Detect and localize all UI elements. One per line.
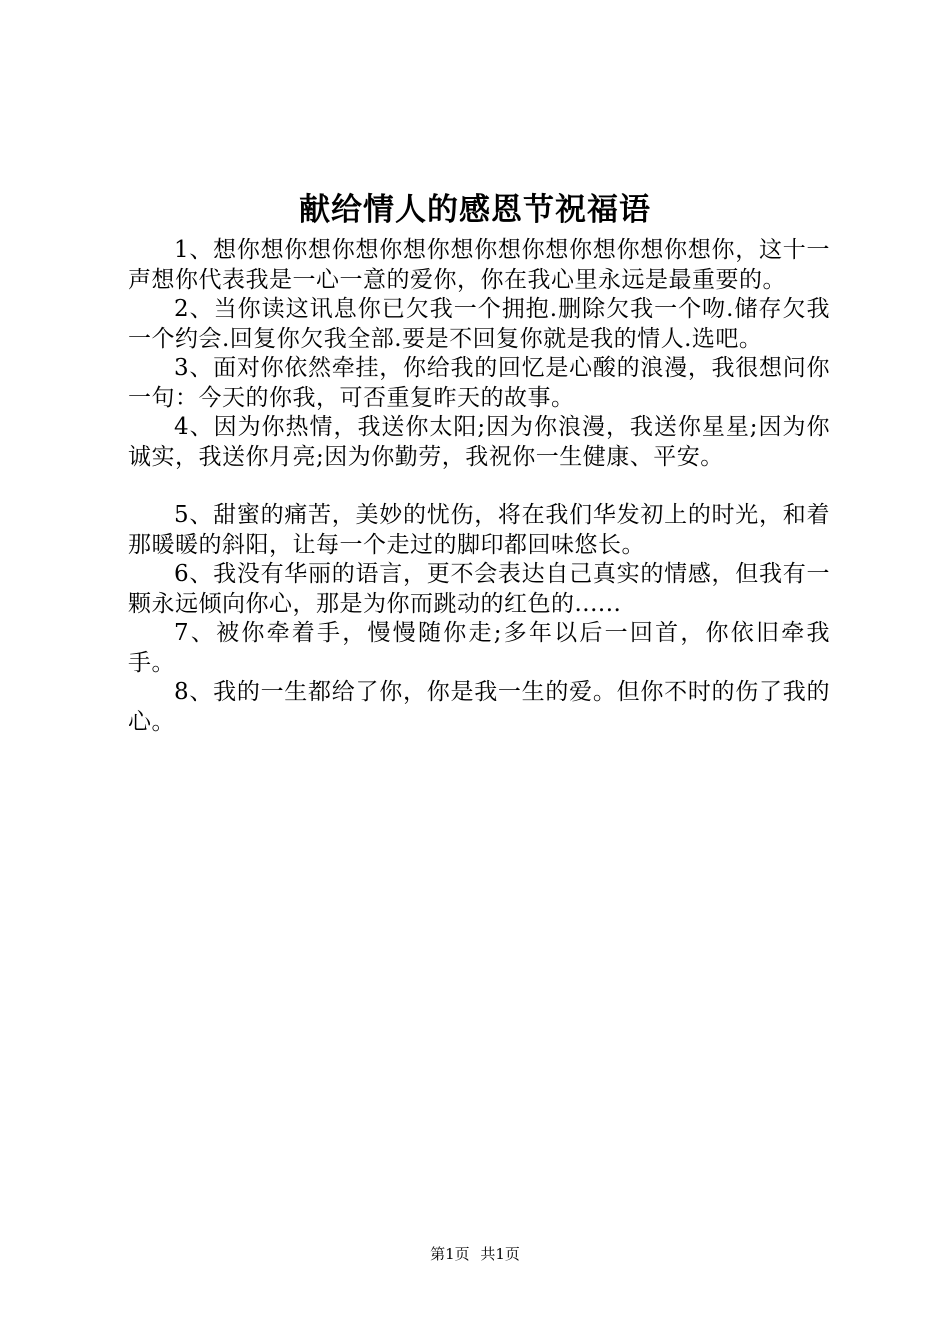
- page-total: 共1页: [480, 1245, 520, 1263]
- paragraph-gap: [128, 472, 830, 501]
- paragraph-3: 3、面对你依然牵挂，你给我的回忆是心酸的浪漫，我很想问你一句：今天的你我，可否重复昨天的故事。: [128, 355, 830, 411]
- paragraph-5: 5、甜蜜的痛苦，美妙的忧伤，将在我们华发初上的时光，和着那暖暖的斜阳，让每一个走过的脚印都回味悠长。: [128, 502, 830, 558]
- paragraph-4: 4、因为你热情，我送你太阳;因为你浪漫，我送你星星;因为你诚实，我送你月亮;因为你勤劳，我祝你一生健康、平安。: [128, 414, 830, 470]
- document-body: [128, 236, 830, 737]
- paragraph-8: 8、我的一生都给了你，你是我一生的爱。但你不时的伤了我的心。: [128, 679, 830, 735]
- document-title: 献给情人的感恩节祝福语: [299, 192, 651, 228]
- paragraph-7: 7、被你牵着手，慢慢随你走;多年以后一回首，你依旧牵我手。: [128, 620, 830, 676]
- paragraph-1: 1、想你想你想你想你想你想你想你想你想你想你想你，这十一声想你代表我是一心一意的爱你，你在我心里永远是最重要的。: [128, 237, 830, 293]
- paragraph-6: 6、我没有华丽的语言，更不会表达自己真实的情感，但我有一颗永远倾向你心，那是为你而跳动的红色的......: [128, 561, 830, 617]
- paragraph-2: 2、当你读这讯息你已欠我一个拥抱.删除欠我一个吻.储存欠我一个约会.回复你欠我全部.要是不回复你就是我的情人.选吧。: [128, 296, 830, 352]
- page-number: 第1页: [430, 1245, 470, 1263]
- page-footer: [0, 1244, 950, 1264]
